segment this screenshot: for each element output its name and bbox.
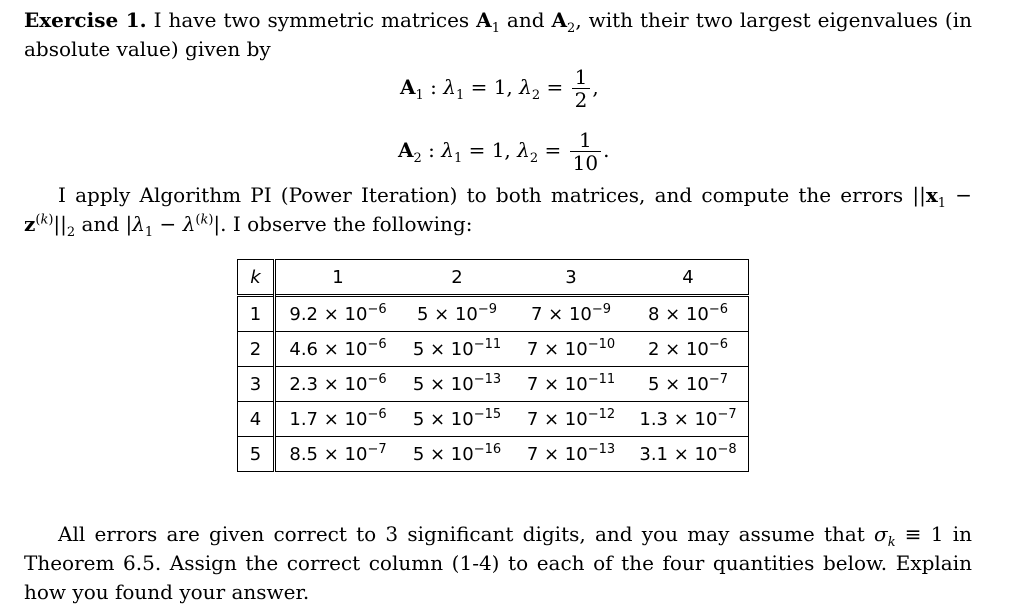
- table-cell: $5 \times 10^{-13}$: [400, 367, 514, 402]
- table-cell: $3.1 \times 10^{-8}$: [628, 437, 749, 472]
- table-cell: $2.3 \times 10^{-6}$: [275, 367, 401, 402]
- table-cell: $1.3 \times 10^{-7}$: [628, 402, 749, 437]
- table-cell: $7 \times 10^{-9}$: [514, 296, 628, 332]
- paragraph-power-iteration: I apply Algorithm PI (Power Iteration) to both matrices, and compute the errors $||x_1 - z^{(k)}||_2$ and $|\lambda_1 - \lambda^{(k)}|$. I observe the following:: [24, 183, 972, 240]
- table-cell: $8 \times 10^{-6}$: [628, 296, 749, 332]
- table-cell: $7 \times 10^{-13}$: [514, 437, 628, 472]
- equation-a2: $A_2$ : $\lambda_1 = 1$, $\lambda_2$ = $\frac{1}{10}$ .: [398, 128, 610, 175]
- table-row: [238, 332, 749, 367]
- row-k-cell: 2: [238, 332, 275, 367]
- table-row: [238, 437, 749, 472]
- error-table: [237, 259, 749, 472]
- equation-a1: $A_1$ : $\lambda_1 = 1$, $\lambda_2$ = $\frac{1}{2}$ ,: [400, 65, 599, 112]
- row-k-cell: 5: [238, 437, 275, 472]
- table-cell: $2 \times 10^{-6}$: [628, 332, 749, 367]
- table-cell: $7 \times 10^{-12}$: [514, 402, 628, 437]
- table-cell: $7 \times 10^{-10}$: [514, 332, 628, 367]
- table-row: [238, 367, 749, 402]
- row-k-cell: 3: [238, 367, 275, 402]
- table-cell: $8.5 \times 10^{-7}$: [275, 437, 401, 472]
- column-header: 3: [514, 260, 628, 296]
- table-row: [238, 296, 749, 332]
- column-header: 4: [628, 260, 749, 296]
- exercise-label: Exercise 1.: [24, 8, 147, 32]
- row-k-cell: 4: [238, 402, 275, 437]
- table-cell: $5 \times 10^{-15}$: [400, 402, 514, 437]
- table-row: [238, 402, 749, 437]
- fraction-a1: $\frac{1}{2}$: [572, 66, 591, 111]
- exercise-intro: [24, 6, 972, 64]
- table-cell: $5 \times 10^{-7}$: [628, 367, 749, 402]
- fraction-a2: $\frac{1}{10}$: [570, 129, 601, 174]
- table-header-row: [238, 260, 749, 296]
- k-header: k: [238, 260, 275, 296]
- column-header: 2: [400, 260, 514, 296]
- table-cell: $5 \times 10^{-16}$: [400, 437, 514, 472]
- row-k-cell: 1: [238, 296, 275, 332]
- table-body: [238, 296, 749, 472]
- table-cell: $4.6 \times 10^{-6}$: [275, 332, 401, 367]
- column-header: 1: [275, 260, 401, 296]
- table-cell: $9.2 \times 10^{-6}$: [275, 296, 401, 332]
- table-cell: $7 \times 10^{-11}$: [514, 367, 628, 402]
- table-cell: $5 \times 10^{-11}$: [400, 332, 514, 367]
- table-cell: $5 \times 10^{-9}$: [400, 296, 514, 332]
- intro-text: I have two symmetric matrices $A_1$ and $A_2$, with their two largest eigenvalues (in absolute value) given by: [24, 8, 973, 61]
- paragraph-instructions: All errors are given correct to 3 significant digits, and you may assume that $\sigma_k \equiv 1$ in Theorem 6.5. Assign the correct column (1-4) to each of the four quantities below. Explain how you found your answer.: [24, 522, 972, 604]
- table-cell: $1.7 \times 10^{-6}$: [275, 402, 401, 437]
